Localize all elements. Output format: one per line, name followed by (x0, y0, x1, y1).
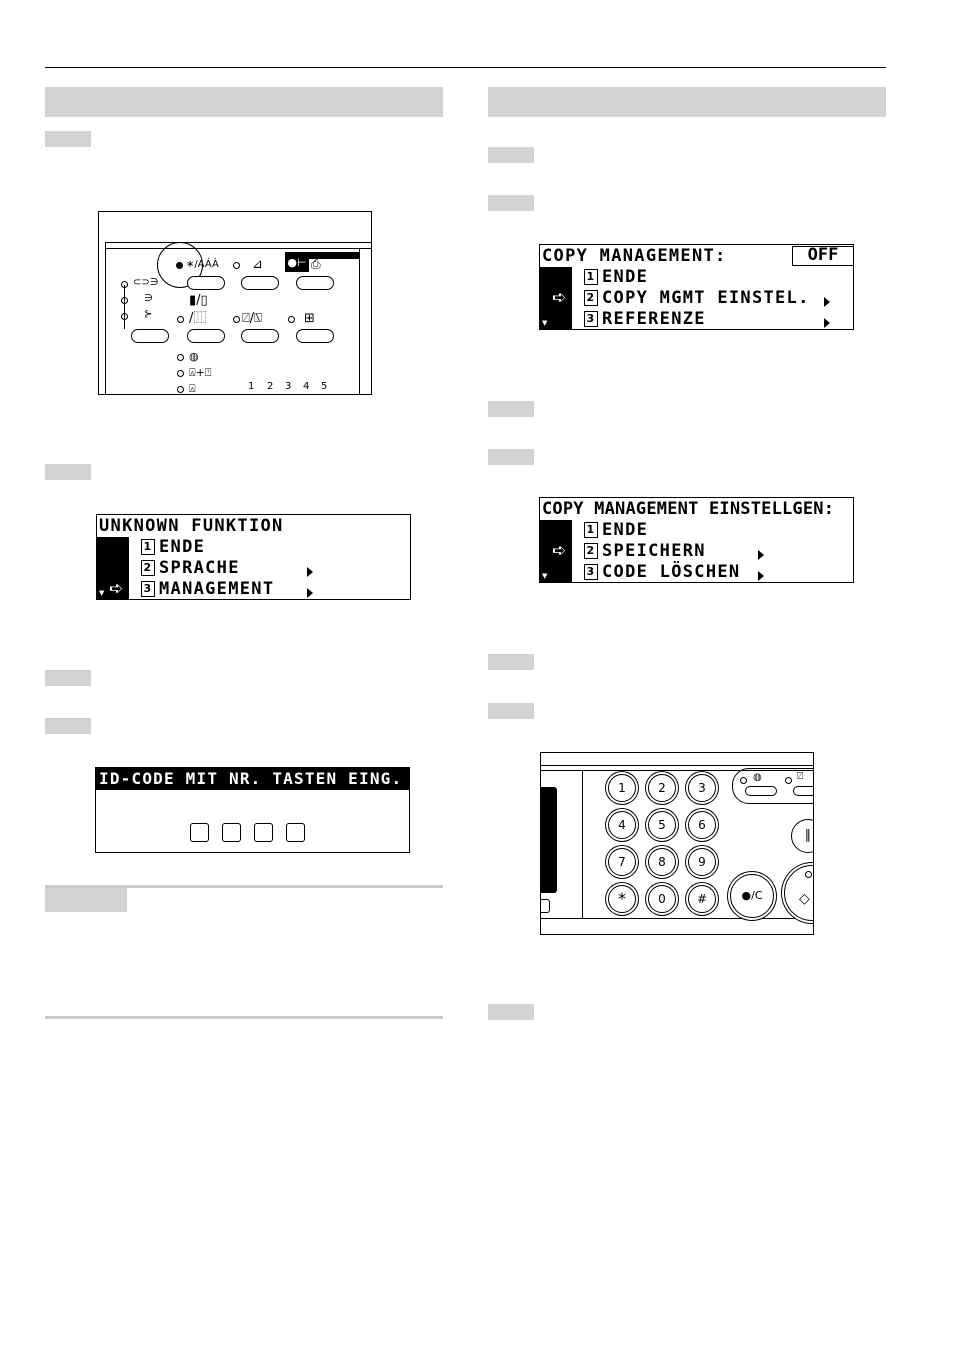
selector-bracket (124, 285, 125, 329)
note-bottom-rule (45, 1016, 443, 1019)
display-window (541, 787, 557, 893)
item-label: ENDE (159, 537, 206, 557)
lcd-menu-item (141, 539, 205, 556)
item-label: ENDE (602, 520, 649, 540)
control-panel-illustration (98, 211, 372, 395)
item-number: 1 (584, 522, 598, 538)
item-number: 1 (141, 539, 155, 555)
item-label: ENDE (602, 267, 649, 287)
item-label: SPRACHE (159, 558, 240, 578)
panel-divider (105, 248, 372, 249)
lcd-menu-item (584, 311, 706, 328)
lcd-menu-item (141, 581, 274, 598)
panel-left-edge (105, 242, 106, 395)
row-number: 5 (321, 381, 328, 392)
lcd-unknown-funktion (96, 514, 411, 600)
item-number: 2 (584, 543, 598, 559)
panel-key (187, 329, 225, 343)
step-marker (45, 718, 91, 734)
panel-divider (105, 242, 372, 243)
indicator-led (740, 777, 747, 784)
start-icon: ◇ (799, 891, 810, 907)
panel-edge (582, 770, 583, 918)
panel-key (131, 329, 169, 343)
panel-key (296, 329, 334, 343)
panel-key (296, 276, 334, 290)
note-tag (45, 888, 127, 912)
duplex-icon: ⊂⊃∋ (133, 277, 159, 288)
indicator-label: ∗/AÁÀ (186, 259, 219, 270)
section-header-left (45, 87, 443, 117)
panel-slot (541, 899, 550, 913)
function-key[interactable] (793, 786, 814, 796)
scroll-indicator-icon: ▼ (542, 572, 548, 580)
code-digit-box (254, 823, 273, 842)
top-rule (45, 67, 886, 68)
image-icon: ◍ (189, 350, 199, 363)
lcd-menu-item (584, 522, 648, 539)
stop-clear-key[interactable] (730, 874, 774, 918)
code-digit-box (190, 823, 209, 842)
step-marker (488, 401, 534, 417)
duplex-icon: ⊱ (144, 309, 153, 320)
margin-icon: ⊿ (252, 257, 263, 272)
item-number: 2 (584, 290, 598, 306)
image-icon: ⍓ (189, 382, 196, 395)
submenu-arrow-icon (758, 550, 764, 560)
clear-key-label: /C (751, 889, 763, 902)
reset-key[interactable]: ∥ (791, 819, 814, 853)
scroll-indicator-icon: ▼ (99, 589, 105, 597)
lcd-menu-item (584, 564, 740, 581)
duplex-icon: ∋ (144, 293, 153, 304)
item-number: 3 (584, 564, 598, 580)
panel-key (187, 276, 225, 290)
indicator-led (785, 777, 792, 784)
section-header-right (488, 87, 886, 117)
item-number: 3 (584, 311, 598, 327)
step-marker (488, 703, 534, 719)
stop-icon: ● (741, 889, 752, 902)
step-marker (488, 449, 534, 465)
combine-icon: ⍁/⍂ (242, 311, 262, 326)
panel-black-key: ●⊢ (285, 254, 309, 272)
lcd-menu-item (584, 269, 648, 286)
keypad-illustration (540, 752, 814, 935)
document-icon: ⍁ (797, 771, 803, 782)
row-number: 4 (303, 381, 310, 392)
submenu-arrow-icon (824, 297, 830, 307)
combine-icon: /⿲ (189, 311, 207, 326)
indicator-led (288, 316, 295, 323)
indicator-led (233, 262, 240, 269)
keypad-key-star[interactable]: * (608, 885, 636, 913)
cursor-arrow-icon: ➪ (552, 288, 567, 308)
lcd-menu-item (584, 543, 706, 560)
keypad-key-6[interactable]: 6 (688, 811, 716, 839)
keypad-key-1[interactable]: 1 (608, 774, 636, 802)
split-icon: ▮/▯ (189, 293, 208, 308)
item-number: 2 (141, 560, 155, 576)
function-key[interactable] (745, 786, 777, 796)
item-label: MANAGEMENT (159, 579, 275, 599)
lcd-title: COPY MANAGEMENT EINSTELLGEN: (542, 499, 835, 519)
image-icon: ⍓+⍞ (189, 366, 212, 379)
step-marker (488, 195, 534, 211)
item-label: COPY MGMT EINSTEL. (602, 288, 810, 308)
keypad-key-2[interactable]: 2 (648, 774, 676, 802)
panel-right-edge (359, 248, 360, 395)
code-digit-box (222, 823, 241, 842)
item-number: 1 (584, 269, 598, 285)
document-icon: ⎙ (311, 257, 321, 271)
image-icon: ⊞ (304, 311, 315, 326)
panel-key (241, 329, 279, 343)
indicator-led (233, 316, 240, 323)
lcd-id-code (95, 767, 410, 853)
lcd-menu-item (584, 290, 810, 307)
keypad-key-0[interactable]: 0 (648, 885, 676, 913)
indicator-led (177, 354, 184, 361)
submenu-arrow-icon (758, 571, 764, 581)
lcd-copy-management (539, 244, 854, 330)
lcd-title: UNKNOWN FUNKTION (99, 516, 284, 536)
panel-divider (541, 918, 814, 919)
step-marker (488, 654, 534, 670)
keypad-key-4[interactable]: 4 (608, 811, 636, 839)
keypad-key-7[interactable]: 7 (608, 848, 636, 876)
item-number: 3 (141, 581, 155, 597)
scroll-indicator-icon: ▼ (542, 319, 548, 327)
panel-divider (541, 765, 814, 766)
lcd-copy-management-einstellgen (539, 497, 854, 583)
step-marker (45, 131, 91, 147)
lcd-title: ID-CODE MIT NR. TASTEN EING. (96, 768, 409, 790)
step-marker (45, 670, 91, 686)
indicator-led (177, 370, 184, 377)
panel-key (241, 276, 279, 290)
keypad-key-3[interactable]: 3 (688, 774, 716, 802)
item-label: CODE LÖSCHEN (602, 562, 741, 582)
keypad-key-hash[interactable]: # (688, 885, 716, 913)
indicator-led (177, 316, 184, 323)
cursor-arrow-icon: ➪ (109, 579, 124, 599)
row-number: 1 (248, 381, 255, 392)
step-marker (45, 464, 91, 480)
step-marker (488, 1004, 534, 1020)
row-number: 2 (267, 381, 274, 392)
submenu-arrow-icon (307, 588, 313, 598)
lcd-title: COPY MANAGEMENT: (542, 246, 727, 266)
indicator-led (177, 386, 184, 393)
keypad-key-9[interactable]: 9 (688, 848, 716, 876)
status-badge: OFF (792, 246, 854, 266)
code-digit-box (286, 823, 305, 842)
lcd-menu-item (141, 560, 240, 577)
item-label: SPEICHERN (602, 541, 706, 561)
row-number: 3 (285, 381, 292, 392)
step-marker (488, 147, 534, 163)
cursor-arrow-icon: ➪ (552, 541, 567, 561)
submenu-arrow-icon (824, 318, 830, 328)
submenu-arrow-icon (307, 567, 313, 577)
keypad-key-8[interactable]: 8 (648, 848, 676, 876)
image-icon: ◍ (753, 772, 762, 783)
start-led (805, 871, 812, 878)
keypad-key-5[interactable]: 5 (648, 811, 676, 839)
item-label: REFERENZE (602, 309, 706, 329)
